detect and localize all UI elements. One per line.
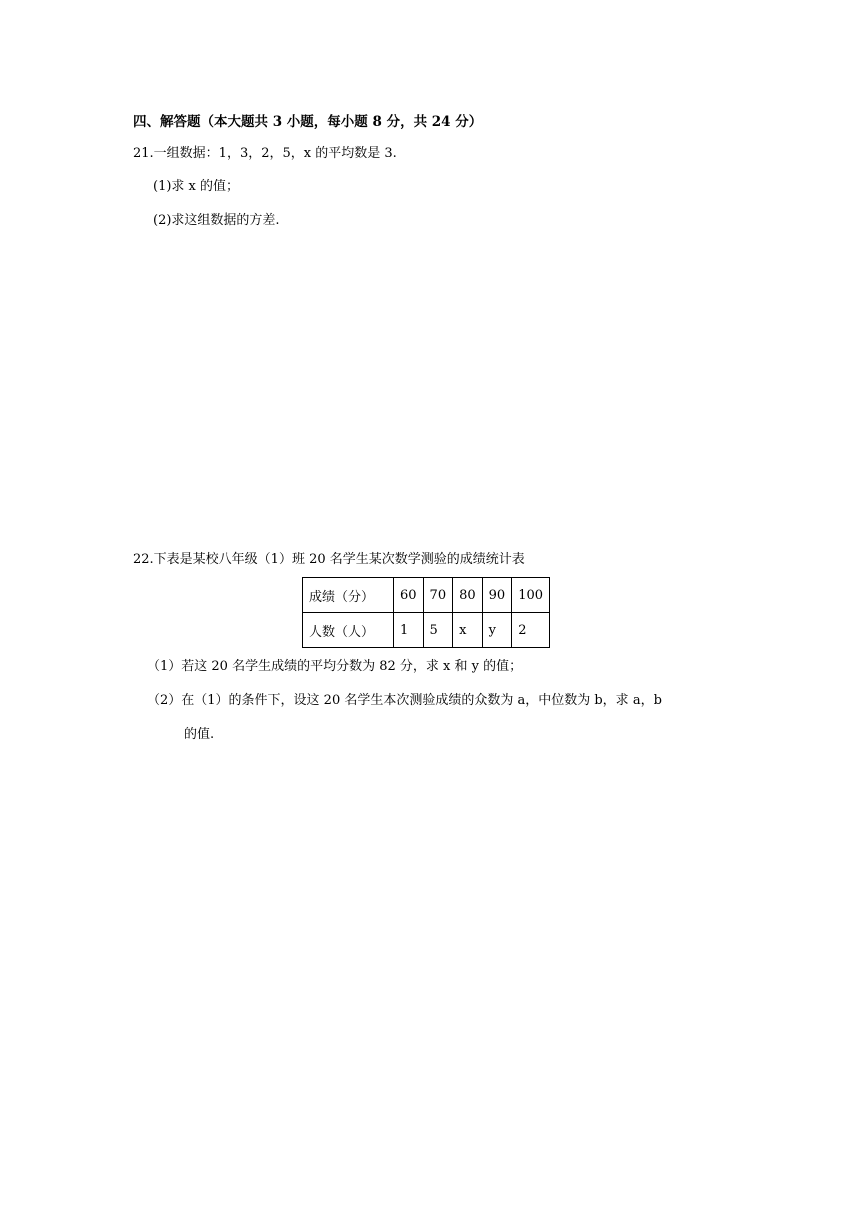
table-cell-count-60: 1 bbox=[394, 613, 424, 648]
question-22-stem: 22.下表是某校八年级（1）班 20 名学生某次数学测验的成绩统计表 bbox=[133, 552, 525, 567]
question-22-part-1: （1）若这 20 名学生成绩的平均分数为 82 分，求 x 和 y 的值； bbox=[147, 659, 523, 674]
score-statistics-table bbox=[302, 577, 550, 648]
question-21-part-1: (1)求 x 的值； bbox=[153, 179, 240, 194]
question-21-stem: 21.一组数据：1，3，2，5，x 的平均数是 3. bbox=[133, 146, 397, 161]
table-row-scores bbox=[303, 578, 550, 613]
table-row-counts bbox=[303, 613, 550, 648]
table-cell-count-header: 人数（人） bbox=[303, 613, 394, 648]
table-cell-count-100: 2 bbox=[512, 613, 550, 648]
table-cell-score-header: 成绩（分） bbox=[303, 578, 394, 613]
question-22-part-2: （2）在（1）的条件下，设这 20 名学生本次测验成绩的众数为 a，中位数为 b，求 a，b bbox=[147, 693, 662, 708]
question-21-part-2: (2)求这组数据的方差. bbox=[153, 213, 280, 228]
table-cell-score-60: 60 bbox=[394, 578, 424, 613]
section-title: 四、解答题（本大题共 3 小题，每小题 8 分，共 24 分） bbox=[133, 114, 483, 130]
table-cell-count-90: y bbox=[482, 613, 512, 648]
table-cell-score-100: 100 bbox=[512, 578, 550, 613]
table-cell-score-70: 70 bbox=[423, 578, 453, 613]
table-cell-count-70: 5 bbox=[423, 613, 453, 648]
table-cell-score-90: 90 bbox=[482, 578, 512, 613]
table-cell-count-80: x bbox=[453, 613, 483, 648]
table-cell-score-80: 80 bbox=[453, 578, 483, 613]
question-22-part-2-continuation: 的值. bbox=[184, 727, 215, 742]
